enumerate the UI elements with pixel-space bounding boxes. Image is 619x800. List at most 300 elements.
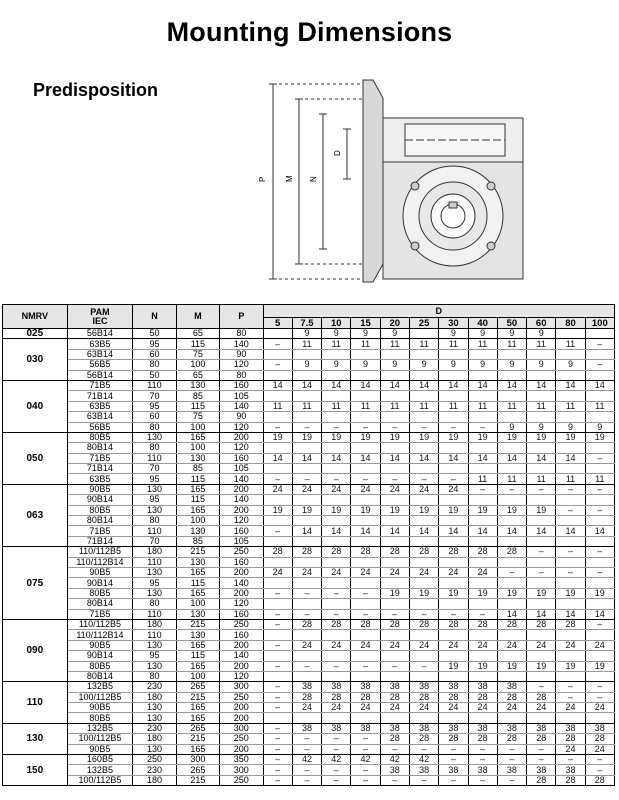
shaft-d-cell [556,516,585,526]
shaft-d-cell [527,464,556,474]
shaft-d-cell: 38 [380,682,409,692]
n-cell: 80 [133,671,176,681]
shaft-d-cell: 19 [585,432,614,442]
n-cell: 95 [133,474,176,484]
shaft-d-cell: 19 [439,661,468,671]
shaft-d-cell [585,536,614,546]
shaft-d-cell [556,391,585,401]
n-cell: 80 [133,516,176,526]
shaft-d-cell [556,651,585,661]
shaft-d-cell: – [263,474,292,484]
m-cell: 165 [176,505,219,515]
shaft-d-cell [263,713,292,723]
shaft-d-cell: 28 [439,734,468,744]
shaft-d-cell: 9 [292,360,321,370]
shaft-d-cell: – [468,609,497,619]
table-row [3,464,615,474]
header-p: P [220,305,263,329]
shaft-d-cell: 11 [351,401,380,411]
shaft-d-cell: 38 [322,723,351,733]
shaft-d-cell: 28 [351,692,380,702]
shaft-d-cell: 19 [380,432,409,442]
shaft-d-cell: 42 [409,755,438,765]
shaft-d-cell: 24 [439,484,468,494]
shaft-d-cell: 28 [409,692,438,702]
dim-label-d: D [333,150,342,156]
shaft-d-cell: – [585,755,614,765]
shaft-d-cell [556,713,585,723]
shaft-d-cell: – [527,547,556,557]
shaft-d-cell [322,391,351,401]
shaft-d-cell: 9 [585,422,614,432]
m-cell: 265 [176,723,219,733]
shaft-d-cell [409,630,438,640]
shaft-d-cell: – [556,692,585,702]
shaft-d-cell [585,443,614,453]
shaft-d-cell: – [527,484,556,494]
shaft-d-cell [527,349,556,359]
shaft-d-cell: 14 [497,453,526,463]
shaft-d-cell [263,349,292,359]
shaft-d-cell [263,671,292,681]
m-cell: 165 [176,640,219,650]
shaft-d-cell: 11 [468,339,497,349]
shaft-d-cell: 24 [351,484,380,494]
shaft-d-cell: 38 [468,682,497,692]
model-cell: 110 [3,682,68,724]
m-cell: 115 [176,651,219,661]
shaft-d-cell [351,557,380,567]
shaft-d-cell [351,443,380,453]
table-row [3,713,615,723]
p-cell: 160 [220,609,263,619]
shaft-d-cell: 28 [380,734,409,744]
m-cell: 75 [176,349,219,359]
shaft-d-cell: – [322,661,351,671]
shaft-d-cell [468,391,497,401]
shaft-d-cell: – [585,547,614,557]
table-row [3,661,615,671]
shaft-d-cell [585,599,614,609]
m-cell: 165 [176,484,219,494]
shaft-d-cell: – [468,422,497,432]
shaft-d-cell: 9 [527,329,556,339]
shaft-d-cell [556,412,585,422]
shaft-d-cell: 28 [322,619,351,629]
shaft-d-cell: – [351,422,380,432]
shaft-d-cell: 24 [585,640,614,650]
shaft-d-cell: 11 [351,339,380,349]
shaft-d-cell [380,651,409,661]
shaft-d-cell: 38 [468,765,497,775]
shaft-d-cell: 24 [409,640,438,650]
shaft-d-cell: 9 [351,329,380,339]
shaft-d-cell [322,651,351,661]
shaft-d-cell: – [380,422,409,432]
shaft-d-cell: 19 [263,505,292,515]
shaft-d-cell: – [263,526,292,536]
shaft-d-cell: 9 [439,360,468,370]
shaft-d-cell [497,464,526,474]
shaft-d-cell [439,557,468,567]
shaft-d-cell: – [263,422,292,432]
shaft-d-cell: 14 [351,380,380,390]
shaft-d-cell [527,713,556,723]
shaft-d-cell: – [351,661,380,671]
shaft-d-cell: 19 [409,588,438,598]
mounting-dimensions-table [2,304,615,786]
model-cell: 063 [3,484,68,546]
shaft-d-cell [351,671,380,681]
pam-cell: 160B5 [67,755,133,765]
p-cell: 105 [220,391,263,401]
shaft-d-cell [556,557,585,567]
p-cell: 200 [220,703,263,713]
shaft-d-cell: 38 [439,723,468,733]
shaft-d-cell: 38 [351,723,380,733]
table-row [3,380,615,390]
shaft-d-cell: 38 [409,723,438,733]
shaft-d-cell: 14 [322,380,351,390]
shaft-d-cell: 24 [292,567,321,577]
pam-cell: 63B5 [67,339,133,349]
shaft-d-cell [322,671,351,681]
pam-cell: 63B14 [67,412,133,422]
m-cell: 100 [176,360,219,370]
shaft-d-cell [351,713,380,723]
shaft-d-cell: – [322,422,351,432]
shaft-d-cell: 9 [439,329,468,339]
m-cell: 100 [176,443,219,453]
table-row [3,547,615,557]
pam-cell: 71B14 [67,464,133,474]
n-cell: 130 [133,484,176,494]
shaft-d-cell [439,349,468,359]
model-cell: 025 [3,329,68,339]
shaft-d-cell [527,671,556,681]
p-cell: 200 [220,661,263,671]
shaft-d-cell: – [468,775,497,785]
n-cell: 130 [133,432,176,442]
shaft-d-cell: 19 [497,588,526,598]
m-cell: 130 [176,380,219,390]
p-cell: 80 [220,370,263,380]
p-cell: 250 [220,692,263,702]
shaft-d-cell: 14 [322,453,351,463]
pam-cell: 71B5 [67,526,133,536]
header-nmrv: NMRV [3,305,68,329]
m-cell: 165 [176,432,219,442]
table-row [3,432,615,442]
shaft-d-cell [468,443,497,453]
shaft-d-cell [585,516,614,526]
shaft-d-cell [439,578,468,588]
p-cell: 120 [220,671,263,681]
p-cell: 160 [220,557,263,567]
pam-cell: 56B5 [67,360,133,370]
shaft-d-cell: 24 [322,484,351,494]
pam-cell: 90B5 [67,744,133,754]
shaft-d-cell [380,412,409,422]
shaft-d-cell: 24 [409,484,438,494]
header-ratio: 7.5 [292,318,321,329]
shaft-d-cell [585,495,614,505]
shaft-d-cell [556,495,585,505]
shaft-d-cell: 24 [263,484,292,494]
shaft-d-cell [439,391,468,401]
p-cell: 90 [220,412,263,422]
p-cell: 200 [220,567,263,577]
p-cell: 200 [220,640,263,650]
m-cell: 265 [176,682,219,692]
shaft-d-cell [380,536,409,546]
pam-cell: 100/112B5 [67,692,133,702]
shaft-d-cell: – [351,588,380,598]
pam-cell: 100/112B5 [67,734,133,744]
shaft-d-cell [292,651,321,661]
shaft-d-cell: 24 [380,640,409,650]
table-row [3,495,615,505]
shaft-d-cell: – [585,453,614,463]
model-cell: 150 [3,755,68,786]
shaft-d-cell [409,391,438,401]
pam-cell: 110/112B14 [67,557,133,567]
p-cell: 250 [220,547,263,557]
shaft-d-cell: – [292,588,321,598]
m-cell: 115 [176,474,219,484]
m-cell: 215 [176,692,219,702]
m-cell: 165 [176,744,219,754]
table-row [3,599,615,609]
shaft-d-cell [380,370,409,380]
shaft-d-cell: 28 [439,547,468,557]
p-cell: 120 [220,516,263,526]
m-cell: 115 [176,339,219,349]
table-row [3,755,615,765]
shaft-d-cell: – [497,755,526,765]
shaft-d-cell: 9 [556,422,585,432]
shaft-d-cell: – [527,744,556,754]
shaft-d-cell: 24 [468,567,497,577]
shaft-d-cell [585,578,614,588]
shaft-d-cell [409,443,438,453]
n-cell: 95 [133,401,176,411]
shaft-d-cell: – [468,484,497,494]
shaft-d-cell: – [263,682,292,692]
n-cell: 130 [133,703,176,713]
shaft-d-cell: 9 [468,360,497,370]
m-cell: 100 [176,516,219,526]
shaft-d-cell: 38 [292,682,321,692]
shaft-d-cell: – [585,682,614,692]
shaft-d-cell: 19 [556,432,585,442]
shaft-d-cell [497,391,526,401]
shaft-d-cell: 14 [497,526,526,536]
p-cell: 90 [220,349,263,359]
shaft-d-cell: – [263,588,292,598]
shaft-d-cell: 14 [263,380,292,390]
shaft-d-cell [556,599,585,609]
shaft-d-cell: – [439,422,468,432]
shaft-d-cell: 11 [380,339,409,349]
shaft-d-cell: 38 [439,682,468,692]
shaft-d-cell [585,630,614,640]
shaft-d-cell: 42 [351,755,380,765]
shaft-d-cell [351,630,380,640]
shaft-d-cell: 28 [497,619,526,629]
m-cell: 215 [176,619,219,629]
shaft-d-cell: 28 [468,547,497,557]
shaft-d-cell: 14 [409,526,438,536]
shaft-d-cell: 11 [556,339,585,349]
shaft-d-cell: 38 [527,723,556,733]
shaft-d-cell: 24 [439,640,468,650]
n-cell: 95 [133,495,176,505]
m-cell: 85 [176,391,219,401]
shaft-d-cell [351,412,380,422]
shaft-d-cell: 19 [468,505,497,515]
shaft-d-cell: – [263,339,292,349]
shaft-d-cell [351,495,380,505]
shaft-d-cell [439,443,468,453]
p-cell: 250 [220,775,263,785]
shaft-d-cell [409,578,438,588]
shaft-d-cell [351,391,380,401]
shaft-d-cell [468,495,497,505]
header-ratio: 15 [351,318,380,329]
n-cell: 230 [133,723,176,733]
shaft-d-cell: 11 [527,339,556,349]
shaft-d-cell [409,464,438,474]
shaft-d-cell [292,599,321,609]
shaft-d-cell: 28 [292,692,321,702]
shaft-d-cell: – [263,619,292,629]
shaft-d-cell [439,370,468,380]
shaft-d-cell: 14 [409,453,438,463]
shaft-d-cell: 9 [322,329,351,339]
pam-cell: 132B5 [67,723,133,733]
shaft-d-cell: – [585,339,614,349]
shaft-d-cell: – [439,744,468,754]
shaft-d-cell: 24 [527,640,556,650]
header-ratio: 25 [409,318,438,329]
m-cell: 115 [176,578,219,588]
header-ratio: 5 [263,318,292,329]
shaft-d-cell: – [380,609,409,619]
shaft-d-cell: 24 [468,703,497,713]
shaft-d-cell: – [263,609,292,619]
m-cell: 215 [176,775,219,785]
header-n: N [133,305,176,329]
shaft-d-cell: 14 [556,609,585,619]
shaft-d-cell: 11 [439,339,468,349]
shaft-d-cell [439,464,468,474]
shaft-d-cell [527,599,556,609]
table-row [3,349,615,359]
shaft-d-cell: 38 [409,682,438,692]
shaft-d-cell: 19 [409,505,438,515]
pam-cell: 56B14 [67,370,133,380]
shaft-d-cell: 24 [556,744,585,754]
shaft-d-cell: 9 [497,360,526,370]
shaft-d-cell [409,370,438,380]
shaft-d-cell [380,391,409,401]
shaft-d-cell: – [556,547,585,557]
shaft-d-cell [468,599,497,609]
header-pam-bottom: IEC [92,315,108,326]
shaft-d-cell: 28 [527,619,556,629]
m-cell: 130 [176,609,219,619]
shaft-d-cell: – [468,755,497,765]
shaft-d-cell: 28 [351,619,380,629]
dim-label-p: P [258,176,267,182]
header-ratio: 100 [585,318,614,329]
shaft-d-cell: 38 [468,723,497,733]
shaft-d-cell: 11 [527,401,556,411]
table-row [3,744,615,754]
p-cell: 250 [220,619,263,629]
shaft-d-cell [263,630,292,640]
pam-cell: 90B5 [67,567,133,577]
shaft-d-cell: – [380,474,409,484]
p-cell: 120 [220,443,263,453]
shaft-d-cell [292,557,321,567]
shaft-d-cell [439,516,468,526]
shaft-d-cell [263,651,292,661]
shaft-d-cell [322,557,351,567]
shaft-d-cell [585,671,614,681]
shaft-d-cell [497,651,526,661]
p-cell: 200 [220,744,263,754]
header-ratio: 10 [322,318,351,329]
n-cell: 80 [133,422,176,432]
shaft-d-cell: 24 [263,567,292,577]
shaft-d-cell [263,578,292,588]
header-ratio: 40 [468,318,497,329]
shaft-d-cell: 14 [468,453,497,463]
model-cell: 040 [3,380,68,432]
n-cell: 60 [133,349,176,359]
pam-cell: 71B14 [67,391,133,401]
shaft-d-cell [439,671,468,681]
m-cell: 115 [176,495,219,505]
shaft-d-cell: 19 [468,588,497,598]
shaft-d-cell [585,651,614,661]
shaft-d-cell: 38 [380,723,409,733]
n-cell: 50 [133,329,176,339]
shaft-d-cell: 28 [439,692,468,702]
table-row [3,682,615,692]
table-row [3,401,615,411]
pam-cell: 63B5 [67,401,133,411]
shaft-d-cell [380,713,409,723]
shaft-d-cell [556,349,585,359]
shaft-d-cell: 28 [409,734,438,744]
shaft-d-cell: – [292,661,321,671]
pam-cell: 71B5 [67,380,133,390]
shaft-d-cell: 11 [556,401,585,411]
n-cell: 110 [133,609,176,619]
shaft-d-cell: – [497,484,526,494]
shaft-d-cell: – [292,744,321,754]
shaft-d-cell: 28 [527,734,556,744]
n-cell: 110 [133,557,176,567]
shaft-d-cell [439,599,468,609]
pam-cell: 80B14 [67,671,133,681]
p-cell: 105 [220,464,263,474]
shaft-d-cell: – [585,765,614,775]
shaft-d-cell: 24 [351,640,380,650]
